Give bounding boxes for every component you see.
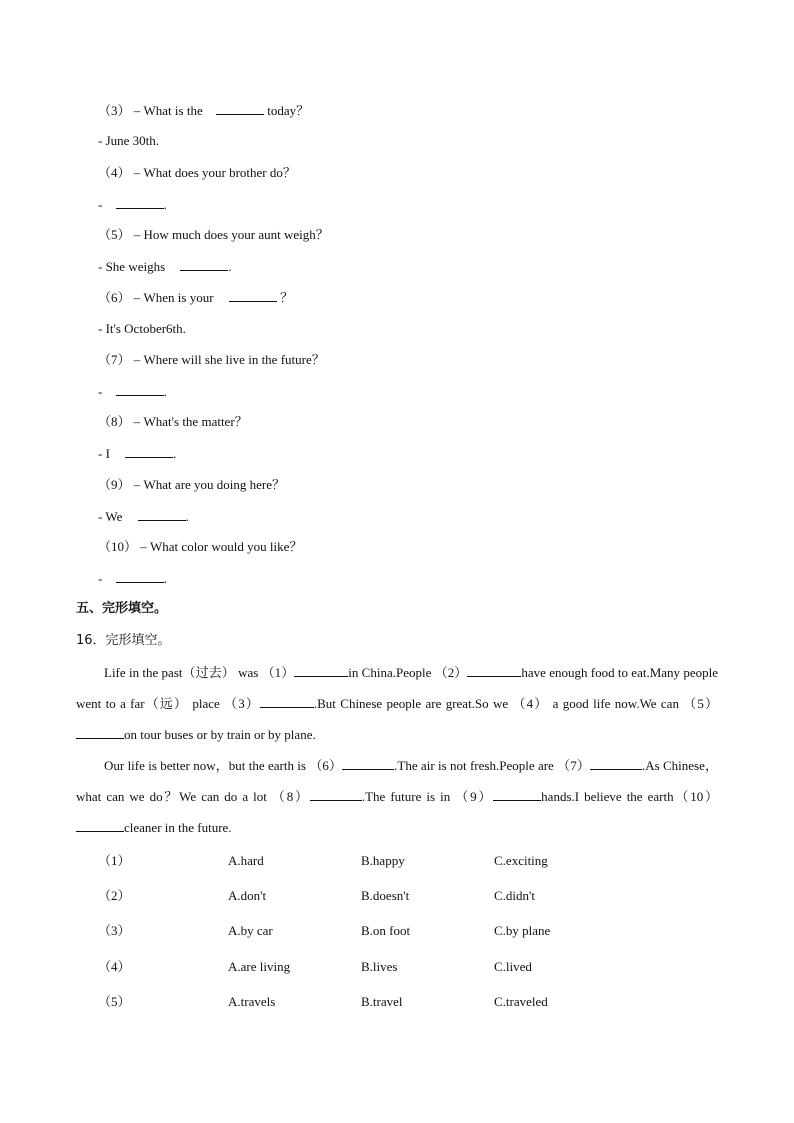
answer-9: - We .	[98, 509, 189, 524]
answer-8: - I .	[98, 446, 177, 461]
question-8	[98, 413, 248, 431]
question-text-after: ？	[280, 290, 294, 305]
answer-blank[interactable]	[125, 444, 173, 458]
answer-blank[interactable]	[138, 507, 186, 521]
blank-1[interactable]	[294, 663, 348, 677]
option-a[interactable]: A.travels	[228, 994, 276, 1009]
answer-4: - .	[98, 197, 167, 212]
option-b[interactable]: B.lives	[361, 959, 398, 974]
option-c[interactable]: C.lived	[494, 959, 532, 974]
answer-blank[interactable]	[116, 195, 164, 209]
answer-text: - We	[98, 509, 123, 524]
option-b[interactable]: B.happy	[361, 853, 405, 868]
question-text-after: today？	[267, 103, 310, 118]
question-3	[98, 101, 309, 120]
question-6	[98, 288, 293, 307]
blank-7[interactable]	[590, 756, 642, 770]
option-a[interactable]: A.hard	[228, 853, 264, 868]
answer-3	[98, 132, 159, 150]
question-text: – Where will she live in the future？	[133, 352, 325, 367]
option-c[interactable]: C.exciting	[494, 853, 548, 868]
answer-blank[interactable]	[116, 382, 164, 396]
question-number: （10）	[98, 539, 138, 554]
answer-text: -	[98, 384, 103, 399]
question-number: （8）	[98, 414, 131, 429]
answer-text: - She weighs	[98, 259, 166, 274]
answer-blank[interactable]	[116, 569, 164, 583]
option-a[interactable]: A.don't	[228, 888, 267, 903]
question-text: – When is your	[133, 290, 214, 305]
question-5	[98, 226, 329, 244]
question-9	[98, 476, 285, 494]
question-4	[98, 164, 296, 182]
question-text: – How much does your aunt weigh？	[133, 227, 329, 242]
answer-6	[98, 320, 186, 338]
passage-paragraph-1: Life in the past（过去） was （1） in China.People （2） have enough food to eat.Many people went to a far（远） place （3） .But Chinese people are great.So we （4） a good life now.We can （5）on tour buses or by train or by plane.	[76, 665, 718, 742]
answer-text: - June 30th.	[98, 133, 160, 148]
option-b[interactable]: B.travel	[361, 994, 403, 1009]
option-a[interactable]: A.by car	[228, 923, 273, 938]
blank-9[interactable]	[493, 787, 541, 801]
question-text: – What color would you like？	[140, 539, 303, 554]
option-number: （3）	[98, 923, 131, 938]
option-c[interactable]: C.by plane	[494, 923, 551, 938]
option-number: （5）	[98, 994, 131, 1009]
option-number: （2）	[98, 888, 131, 903]
question-number: （9）	[98, 477, 131, 492]
question-7	[98, 351, 325, 369]
option-number: （4）	[98, 959, 131, 974]
option-b[interactable]: B.on foot	[361, 923, 411, 938]
question-number: （5）	[98, 227, 131, 242]
answer-10: - .	[98, 571, 167, 586]
question-text: – What does your brother do？	[133, 165, 296, 180]
blank-6[interactable]	[342, 756, 394, 770]
blank-5[interactable]	[76, 725, 124, 739]
blank-10[interactable]	[76, 818, 124, 832]
answer-text: -	[98, 197, 103, 212]
option-b[interactable]: B.doesn't	[361, 888, 410, 903]
question-number: （4）	[98, 165, 131, 180]
section-heading: 五、完形填空。	[76, 601, 168, 616]
blank-8[interactable]	[310, 787, 362, 801]
answer-text: - I	[98, 446, 110, 461]
passage-paragraph-2: Our life is better now，but the earth is （6） .The air is not fresh.People are （7） .As Chinese，what can we do？We can do a lot （8） .The future is in （9） hands.I believe the earth（10）cleaner in the future.	[76, 758, 718, 835]
answer-blank[interactable]	[180, 257, 228, 271]
question-number: （3）	[98, 103, 131, 118]
answer-5: - She weighs .	[98, 259, 232, 274]
option-a[interactable]: A.are living	[228, 959, 291, 974]
answer-text: - It's October6th.	[98, 321, 186, 336]
blank-2[interactable]	[467, 663, 521, 677]
question-text: – What is the	[133, 103, 203, 118]
question-text: – What are you doing here？	[133, 477, 286, 492]
answer-7: - .	[98, 384, 167, 399]
question-text: – What's the matter？	[133, 414, 248, 429]
answer-blank[interactable]	[229, 288, 277, 302]
question-number: （7）	[98, 352, 131, 367]
problem-title: 16．完形填空。	[76, 633, 171, 648]
option-c[interactable]: C.traveled	[494, 994, 548, 1009]
option-number: （1）	[98, 853, 131, 868]
question-10	[98, 538, 302, 556]
question-number: （6）	[98, 290, 131, 305]
answer-text: -	[98, 571, 103, 586]
blank-3[interactable]	[260, 694, 314, 708]
answer-blank[interactable]	[216, 101, 264, 115]
option-c[interactable]: C.didn't	[494, 888, 535, 903]
